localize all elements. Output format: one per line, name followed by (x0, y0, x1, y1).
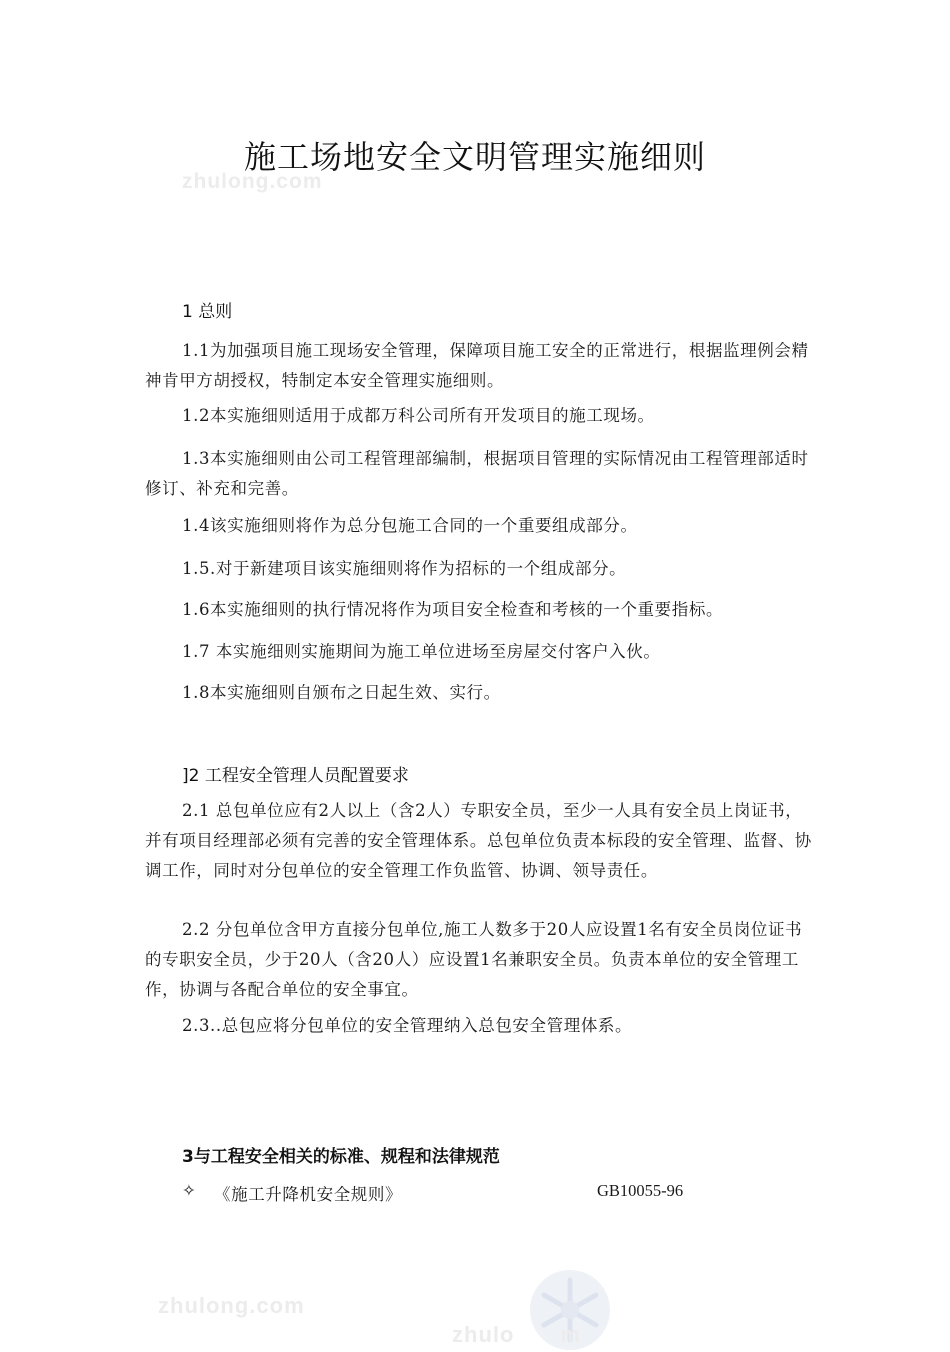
paragraph-2-3: 2.3..总包应将分包单位的安全管理纳入总包安全管理体系。 (182, 1016, 633, 1035)
section-heading-1: 1 总则 (182, 302, 233, 322)
section-heading-3: 3与工程安全相关的标准、规程和法律规范 (182, 1147, 500, 1167)
watermark-top: zhulong.com (182, 170, 323, 193)
document-title: 施工场地安全文明管理实施细则 (243, 138, 706, 176)
paragraph-1-7: 1.7 本实施细则实施期间为施工单位进场至房屋交付客户入伙。 (182, 642, 661, 661)
paragraph-2-1: 2.1 总包单位应有2人以上（含2人）专职安全员，至少一人具有安全员上岗证书，并有项目经理部必须有完善的安全管理体系。总包单位负责本标段的安全管理、监督、协调工作，同时对分包单位的安全管理工作负监管、协调、领导责任。 (145, 801, 812, 880)
watermark-bottom-center: zhulo m (452, 1322, 581, 1347)
paragraph-1-3: 1.3本实施细则由公司工程管理部编制，根据项目管理的实际情况由工程管理部适时修订、补充和完善。 (145, 449, 809, 498)
paragraph-1-2: 1.2本实施细则适用于成都万科公司所有开发项目的施工现场。 (182, 406, 655, 425)
paragraph-1-5: 1.5.对于新建项目该实施细则将作为招标的一个组成部分。 (182, 559, 627, 578)
watermark-bottom-left: zhulong.com (158, 1293, 305, 1318)
diamond-bullet-icon: ✧ (182, 1181, 196, 1200)
standard-code: GB10055-96 (597, 1181, 684, 1200)
paragraph-1-6: 1.6本实施细则的执行情况将作为项目安全检查和考核的一个重要指标。 (182, 600, 724, 619)
section-heading-2: ]2 工程安全管理人员配置要求 (182, 766, 409, 786)
paragraph-2-2: 2.2 分包单位含甲方直接分包单位,施工人数多于20人应设置1名有安全员岗位证书的专职安全员，少于20人（含20人）应设置1名兼职安全员。负责本单位的安全管理工作，协调与各配合单位的安全事宜。 (145, 920, 803, 999)
paragraph-1-4: 1.4该实施细则将作为总分包施工合同的一个重要组成部分。 (182, 516, 638, 535)
paragraph-1-8: 1.8本实施细则自颁布之日起生效、实行。 (182, 683, 501, 702)
paragraph-1-1: 1.1为加强项目施工现场安全管理，保障项目施工安全的正常进行，根据监理例会精神肯甲方胡授权，特制定本安全管理实施细则。 (145, 341, 809, 390)
standard-name: 《施工升降机安全规则》 (214, 1185, 403, 1204)
